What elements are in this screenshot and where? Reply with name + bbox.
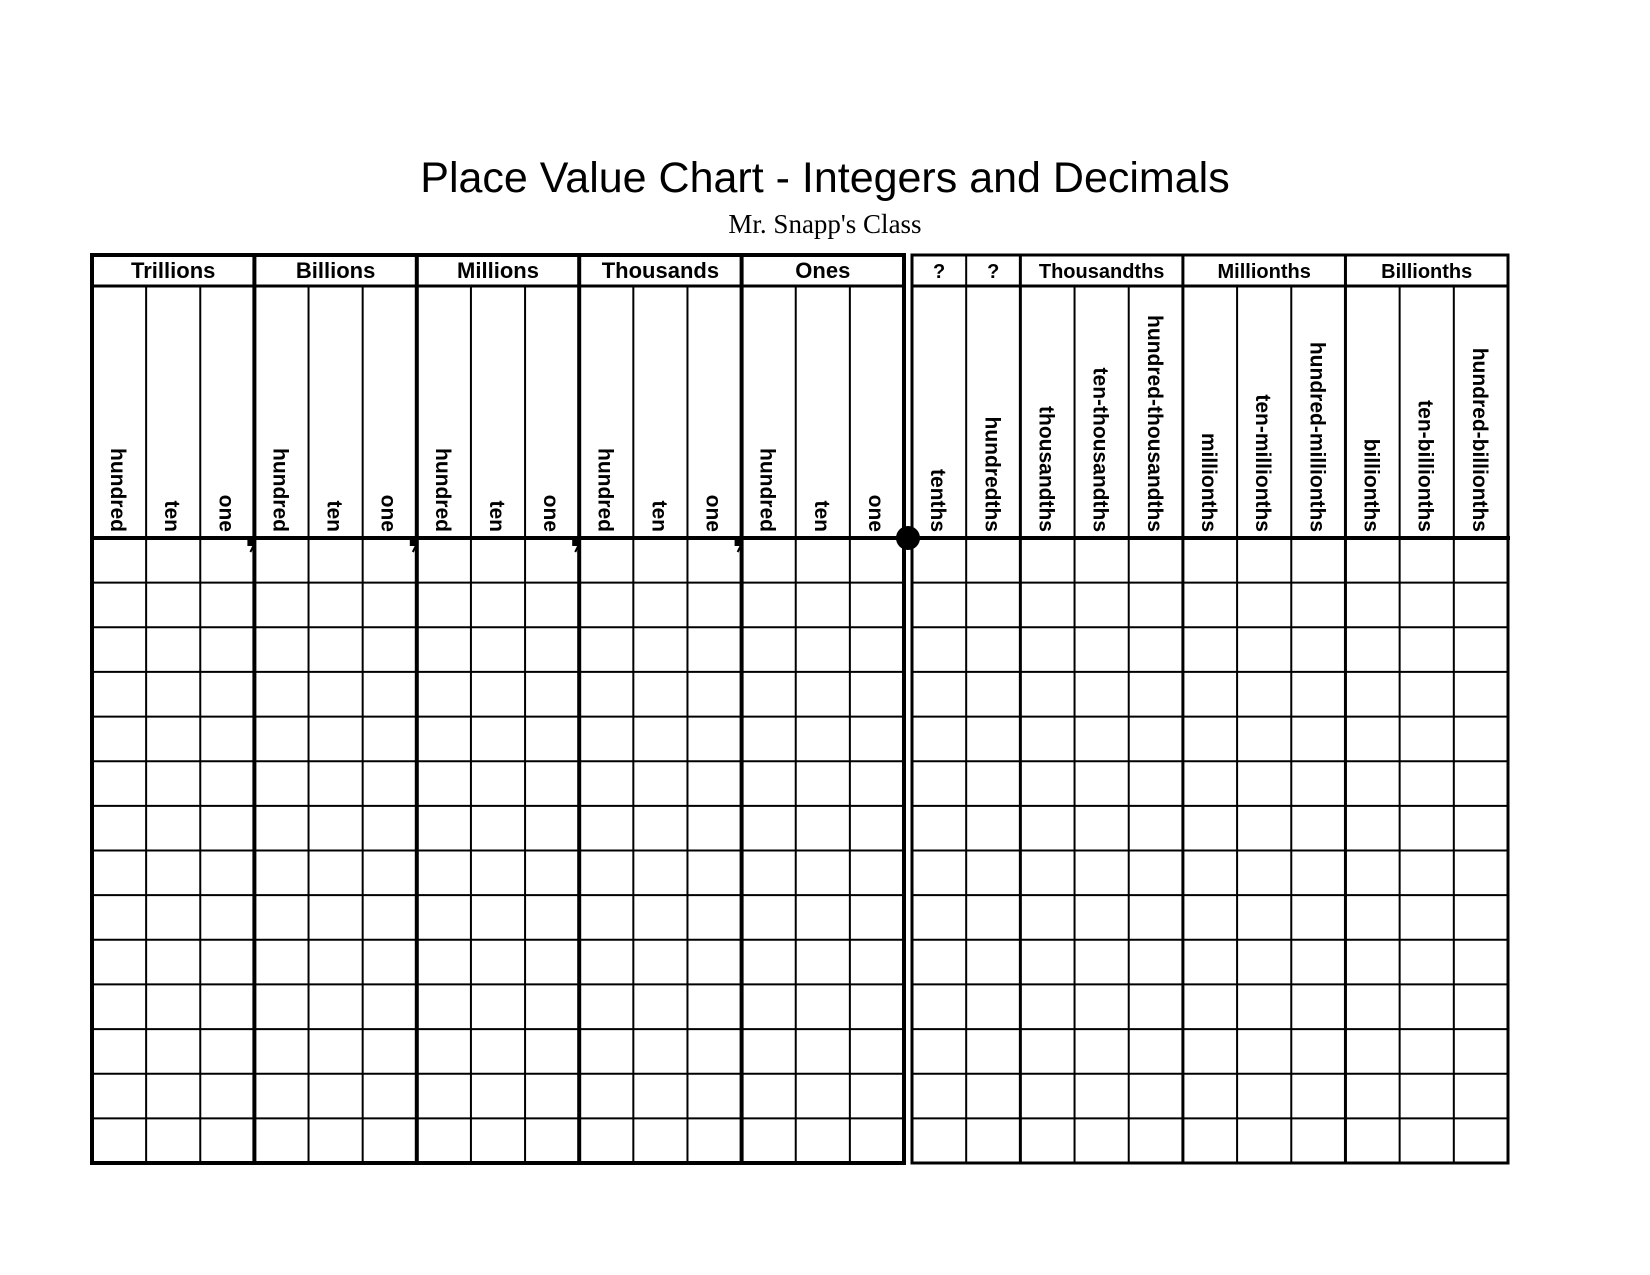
right-column-label-3: ten-thousandths	[1088, 367, 1112, 532]
left-table-border	[92, 255, 904, 1163]
right-column-label-5: millionths	[1197, 432, 1220, 532]
right-column-label-2: thousandths	[1034, 406, 1058, 532]
right-group-label-4: Billionths	[1381, 261, 1473, 283]
left-column-label-3: hundred	[268, 448, 292, 532]
right-column-label-8: billionths	[1359, 438, 1383, 532]
left-group-label-4: Ones	[795, 258, 851, 283]
right-group-label-2: Thousandths	[1038, 261, 1165, 283]
left-group-label-2: Millions	[457, 258, 539, 283]
right-column-label-4: hundred-thousandths	[1142, 315, 1166, 532]
left-column-label-1: ten	[160, 500, 184, 532]
right-group-label-0: ?	[932, 261, 946, 283]
right-column-label-6: ten-millionths	[1251, 394, 1275, 532]
left-column-label-2: one	[214, 494, 238, 532]
comma-separator	[735, 538, 743, 546]
left-column-label-8: one	[539, 494, 563, 532]
left-column-label-11: one	[701, 494, 725, 532]
left-column-label-10: ten	[647, 500, 671, 532]
right-column-label-9: ten-billionths	[1413, 400, 1437, 532]
comma-separator	[572, 538, 580, 546]
left-group-label-1: Billions	[295, 258, 376, 283]
comma-separator	[247, 538, 255, 546]
right-group-label-3: Millionths	[1217, 261, 1311, 283]
left-column-label-0: hundred	[106, 448, 130, 532]
left-column-label-5: one	[376, 494, 400, 532]
decimal-point	[896, 526, 920, 550]
right-table-border	[912, 255, 1508, 1163]
left-column-label-7: ten	[485, 500, 508, 532]
right-group-label-1: ?	[987, 261, 1000, 283]
right-column-label-7: hundred-millionths	[1305, 341, 1329, 532]
right-column-label-1: hundredths	[980, 416, 1004, 532]
left-group-label-3: Thousands	[601, 258, 720, 283]
left-column-label-9: hundred	[593, 448, 617, 532]
page-subtitle: Mr. Snapp's Class	[728, 209, 922, 239]
right-column-label-0: tenths	[926, 469, 950, 532]
left-column-label-13: ten	[809, 500, 833, 532]
left-column-label-4: ten	[322, 500, 346, 532]
left-column-label-6: hundred	[430, 448, 454, 532]
comma-separator	[410, 538, 418, 546]
page-title: Place Value Chart - Integers and Decimals	[420, 154, 1230, 202]
left-column-label-14: one	[863, 494, 887, 532]
left-column-label-12: hundred	[755, 448, 779, 532]
right-column-label-10: hundred-billionths	[1467, 347, 1491, 532]
left-group-label-0: Trillions	[131, 258, 216, 283]
